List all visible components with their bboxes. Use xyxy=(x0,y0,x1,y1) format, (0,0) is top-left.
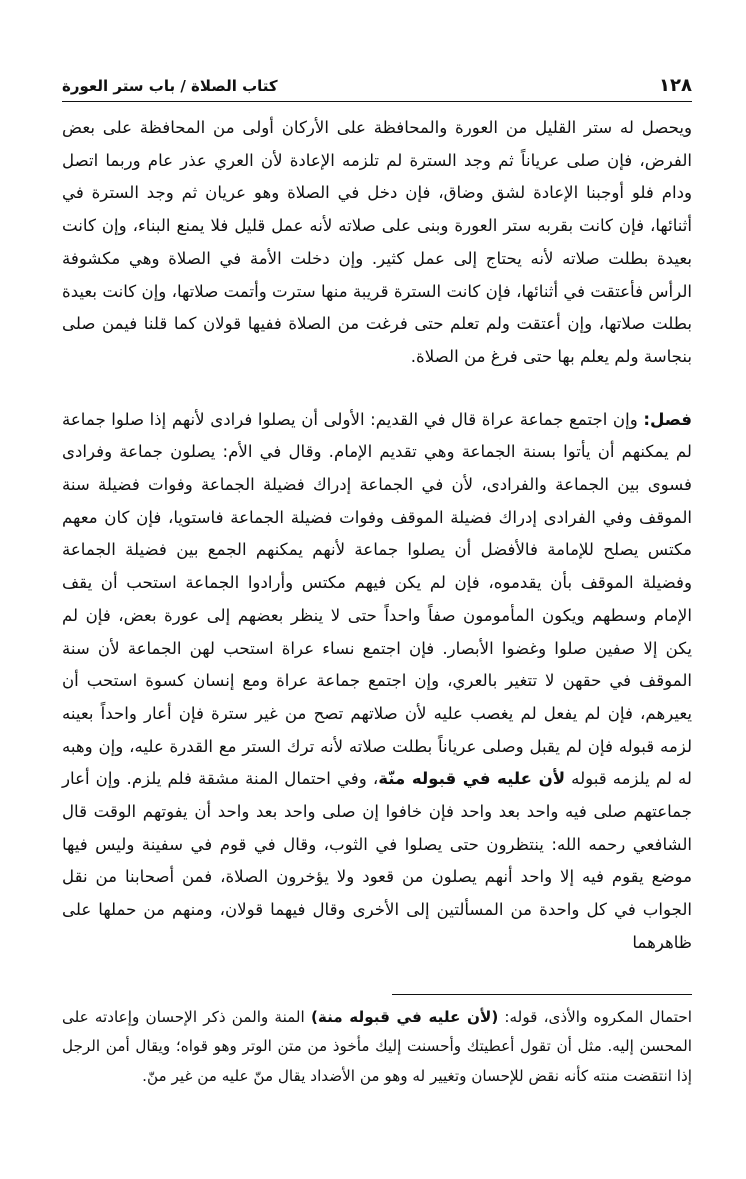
footnote-bold-phrase: (لأن عليه في قبوله منة) xyxy=(310,1007,499,1026)
paragraph-1: ويحصل له ستر القليل من العورة والمحافظة على الأركان أولى من المحافظة على بعض الفرض، فإن صلى عرياناً ثم وجد السترة لم تلزمه الإعادة لأن العري عذر عام وربما اتصل ودام فلو أوجبنا الإعادة لشق وضاق، فإن دخل في الصلاة وهو عريان ثم وجد السترة في أثنائها، فإن كانت بقربه ستر العورة وبنى على صلاته لأنه عمل قليل فلا يمنع البناء، وإن كانت بعيدة بطلت صلاته لأنه يحتاج إلى عمل كثير. وإن دخلت الأمة في الصلاة وهي مكشوفة الرأس فأعتقت في أثنائها، فإن كانت السترة قريبة منها سترت وأتمت صلاتها، وإن كانت بعيدة بطلت صلاتها، وإن أعتقت ولم تعلم حتى فرغت من الصلاة ففيها قولان كما قلنا فيمن صلى بنجاسة ولم يعلم بها حتى فرغ من الصلاة. xyxy=(62,118,692,366)
running-title: كتاب الصلاة / باب ستر العورة xyxy=(62,77,278,95)
paragraph-2-text-b: ، وفي احتمال المنة مشقة فلم يلزم. وإن أعار جماعتهم صلى فيه واحد بعد واحد فإن خافوا إن صلى واحد بعد واحد أن يفوتهم الوقت قال الشافعي رحمه الله: ينتظرون حتى يصلوا في الثوب، وقال في قوم في سفينة وليس فيها موضع يقوم فيه إلا واحد أنهم يصلون من قعود ولا يؤخرون الصلاة، فمن أصحابنا من نقل الجواب في كل واحدة من المسألتين إلى الأخرى وقال فيهما قولان، ومنهم من حملها على ظاهرهما xyxy=(62,769,692,952)
header-rule xyxy=(62,101,692,102)
fasl-label: فصل: xyxy=(643,409,692,429)
main-text xyxy=(62,112,692,960)
book-page xyxy=(62,74,692,1106)
paragraph-2-text-a: وإن اجتمع جماعة عراة قال في القديم: الأولى أن يصلوا فرادى لأنهم إذا صلوا جماعة لم يمكنهم أن يأتوا بسنة الجماعة وهي تقديم الإمام. وقال في الأم: يصلون جماعة وفرادى فسوى بين الجماعة والفرادى، لأن في الجماعة إدراك فضيلة الجماعة وفوات فضيلة سنة الموقف وفي الفرادى إدراك فضيلة الموقف وفوات فضيلة الجماعة فاستويا، فإن كان معهم مكتس يصلح للإمامة فالأفضل أن يصلوا جماعة لأنهم يمكنهم الجمع بين فضيلة الجماعة وفضيلة الموقف بأن يقدموه، فإن لم يكن فيهم مكتس وأرادوا الجماعة استحب أن يقف الإمام وسطهم ويكون المأمومون صفاً واحداً حتى لا ينظر بعضهم إلى عورة بعض، فإن لم يكن إلا صفين صلوا وغضوا الأبصار. فإن اجتمع نساء عراة استحب لهن الجماعة لأن سنة الموقف في حقهن لا تتغير بالعري، وإن اجتمع جماعة عراة ومع إنسان كسوة استحب أن يعيرهم، فإن لم يفعل لم يغصب عليه لأن صلاتهم تصح من غير سترة فإن أعار واحداً بعينه لزمه قبوله فإن لم يقبل وصلى عرياناً بطلت صلاته لأنه ترك الستر مع القدرة عليه، وإن وهبه له لم يلزمه قبوله xyxy=(62,409,692,789)
footnote-rule xyxy=(392,994,692,995)
page-header xyxy=(62,74,692,104)
footnote xyxy=(62,1003,692,1092)
footnote-text-a: احتمال المكروه والأذى، قوله: xyxy=(498,1007,692,1026)
footnote-text-b: المنة والمن ذكر الإحسان وإعادته على المحسن إليه. مثل أن تقول أعطيتك وأحسنت إليك مأخوذ من متن الوتر وهو قواه؛ ويقال أمن الرجل إذا انتقضت منته كأنه نقض للإحسان وتغيير له وهو من الأضداد يقال منّ عليه من غير منّ. xyxy=(62,1007,692,1085)
paragraph-spacer xyxy=(62,374,692,404)
bold-phrase: لأن عليه في قبوله منّة xyxy=(378,769,566,789)
page-number: ١٢٨ xyxy=(659,75,692,96)
paragraph-2 xyxy=(62,404,692,960)
